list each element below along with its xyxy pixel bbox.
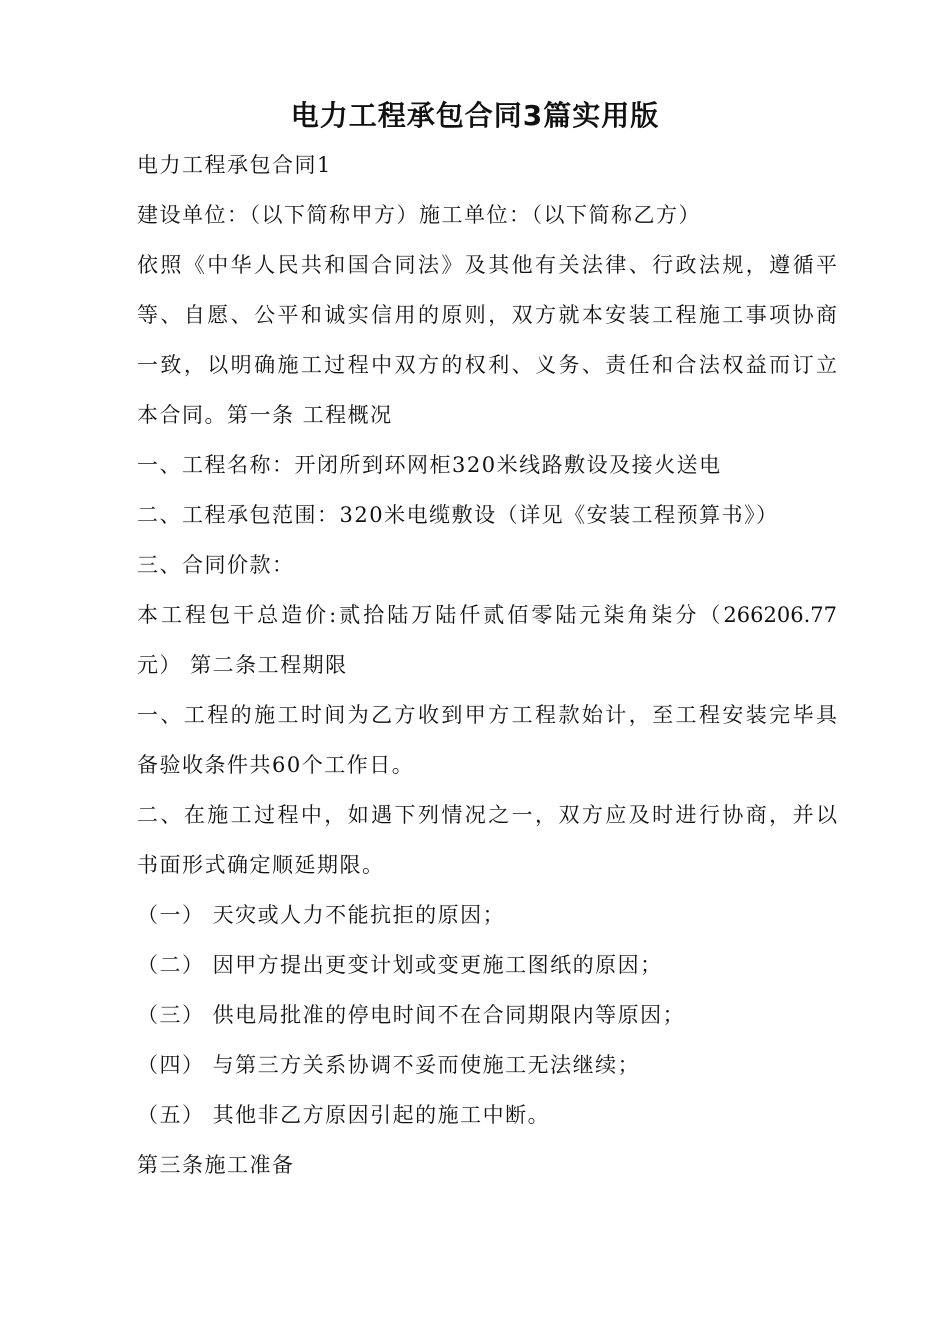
paragraph-line: 依照《中华人民共和国合同法》及其他有关法律、行政法规，遵循平 bbox=[137, 253, 837, 277]
document-title: 电力工程承包合同3篇实用版 bbox=[290, 99, 660, 132]
section-heading: 第三条施工准备 bbox=[137, 1153, 295, 1177]
list-item: （三） 供电局批准的停电时间不在合同期限内等原因； bbox=[137, 1003, 686, 1027]
price-line: 元） 第二条工程期限 bbox=[137, 653, 348, 677]
list-item: （一） 天灾或人力不能抗拒的原因； bbox=[137, 903, 506, 927]
contract-heading: 电力工程承包合同1 bbox=[137, 153, 332, 177]
clause-line: 一、工程名称：开闭所到环网柜320米线路敷设及接火送电 bbox=[137, 453, 722, 477]
clause-line: 二、工程承包范围：320米电缆敷设（详见《安装工程预算书》） bbox=[137, 503, 779, 527]
list-item: （四） 与第三方关系协调不妥而使施工无法继续； bbox=[137, 1053, 641, 1077]
price-line: 本工程包干总造价:贰拾陆万陆仟贰佰零陆元柒角柒分（266206.77 bbox=[137, 603, 837, 627]
clause-line: 三、合同价款： bbox=[137, 553, 295, 577]
list-item: （五） 其他非乙方原因引起的施工中断。 bbox=[137, 1103, 551, 1127]
clause-line: 一、工程的施工时间为乙方收到甲方工程款始计，至工程安装完毕具 bbox=[137, 703, 837, 727]
clause-line: 书面形式确定顺延期限。 bbox=[137, 853, 385, 877]
parties-line: 建设单位：（以下简称甲方）施工单位：（以下简称乙方） bbox=[137, 203, 701, 227]
paragraph-line: 本合同。第一条 工程概况 bbox=[137, 403, 393, 427]
list-item: （二） 因甲方提出更变计划或变更施工图纸的原因； bbox=[137, 953, 663, 977]
clause-line: 备验收条件共60个工作日。 bbox=[137, 753, 415, 777]
paragraph-line: 一致，以明确施工过程中双方的权利、义务、责任和合法权益而订立 bbox=[137, 353, 837, 377]
paragraph-line: 等、自愿、公平和诚实信用的原则，双方就本安装工程施工事项协商 bbox=[137, 303, 837, 327]
clause-line: 二、在施工过程中，如遇下列情况之一，双方应及时进行协商，并以 bbox=[137, 803, 837, 827]
